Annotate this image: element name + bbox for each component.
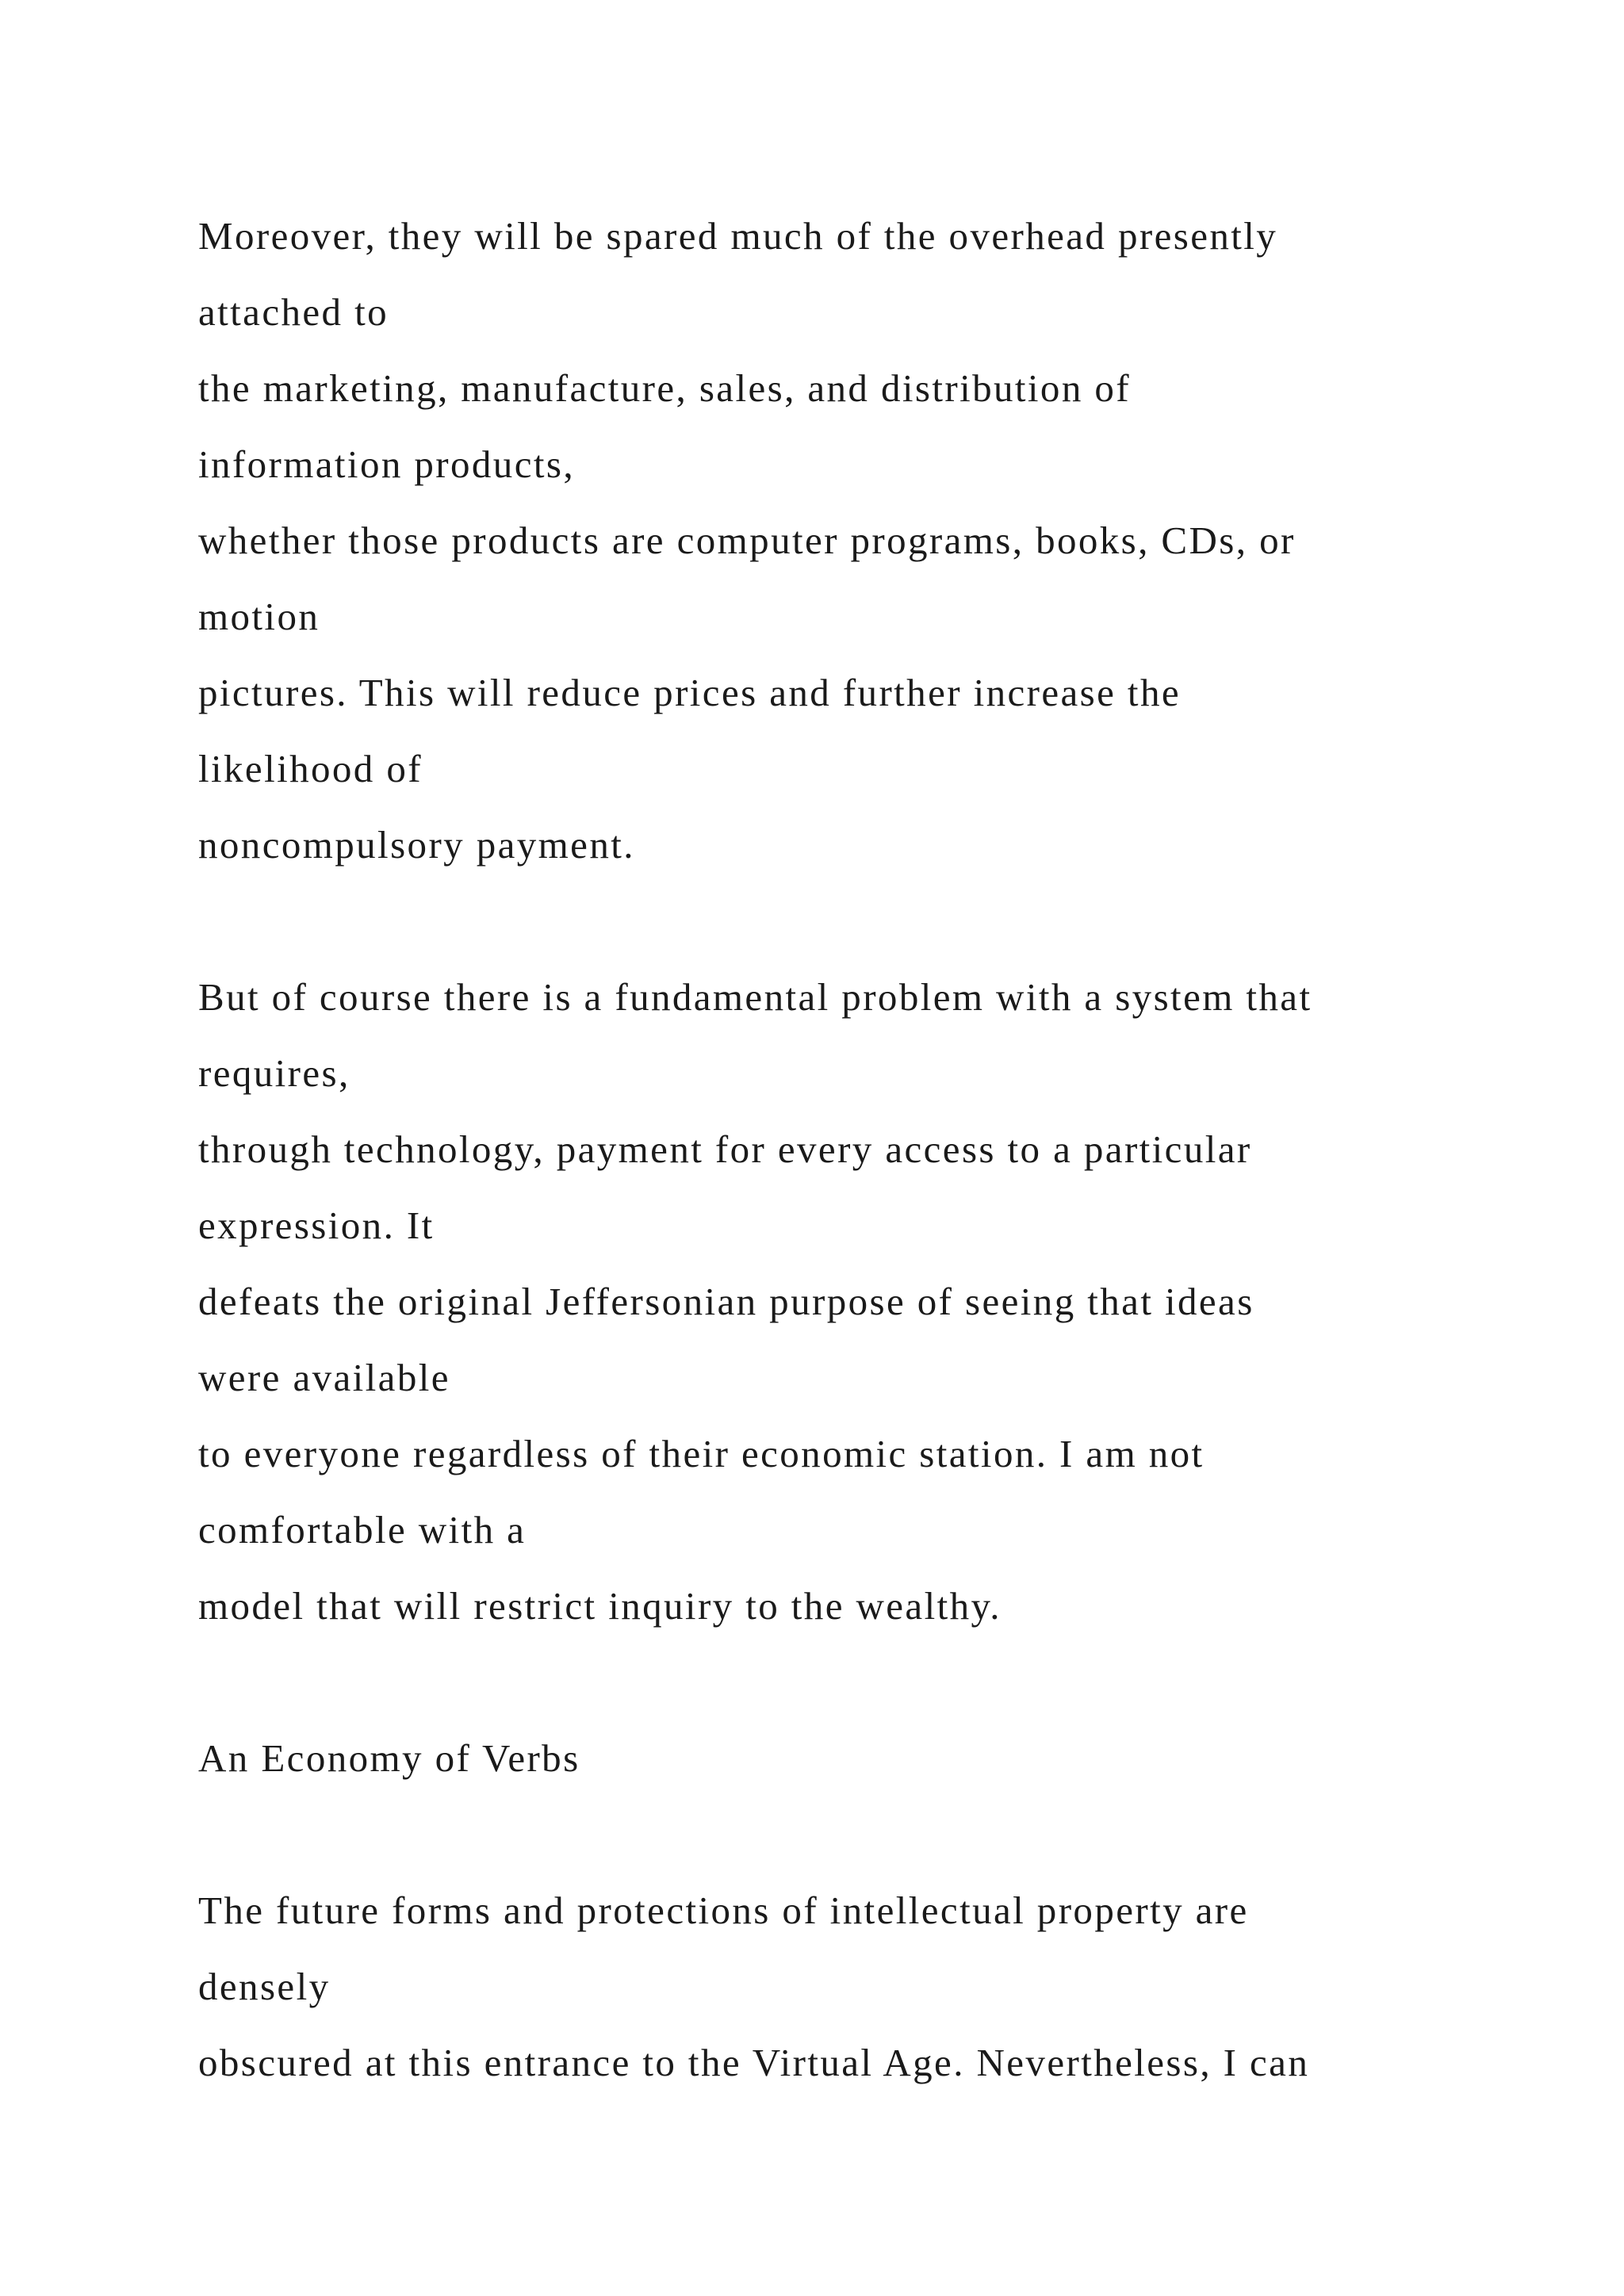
text-line: attached to [198, 290, 389, 334]
text-line: pictures. This will reduce prices and further increase the [198, 671, 1181, 714]
text-line: densely [198, 1965, 331, 2008]
section-heading: An Economy of Verbs [198, 1736, 580, 1780]
text-line: model that will restrict inquiry to the wealthy. [198, 1584, 1002, 1628]
text-line: noncompulsory payment. [198, 823, 635, 867]
text-line: Moreover, they will be spared much of the overhead presently [198, 214, 1278, 258]
text-line: But of course there is a fundamental problem with a system that [198, 975, 1312, 1019]
text-line: defeats the original Jeffersonian purpose of seeing that ideas [198, 1280, 1254, 1323]
text-line: obscured at this entrance to the Virtual Age. Nevertheless, I can [198, 2041, 1310, 2084]
text-line: The future forms and protections of intellectual property are [198, 1888, 1249, 1932]
paragraph-break [198, 1644, 1546, 1720]
text-line: whether those products are computer programs, books, CDs, or [198, 519, 1296, 562]
text-line: to everyone regardless of their economic station. I am not [198, 1432, 1205, 1475]
paragraph-break [198, 1797, 1546, 1873]
text-line: motion [198, 595, 320, 638]
text-line: through technology, payment for every access to a particular [198, 1127, 1252, 1171]
text-line: comfortable with a [198, 1508, 527, 1552]
text-line: likelihood of [198, 747, 423, 790]
text-line: requires, [198, 1051, 350, 1095]
text-line: information products, [198, 442, 575, 486]
text-line: were available [198, 1356, 450, 1399]
paragraph-break [198, 883, 1546, 959]
text-line: the marketing, manufacture, sales, and distribution of [198, 366, 1131, 410]
document-text [198, 198, 1546, 2101]
text-line: expression. It [198, 1203, 435, 1247]
